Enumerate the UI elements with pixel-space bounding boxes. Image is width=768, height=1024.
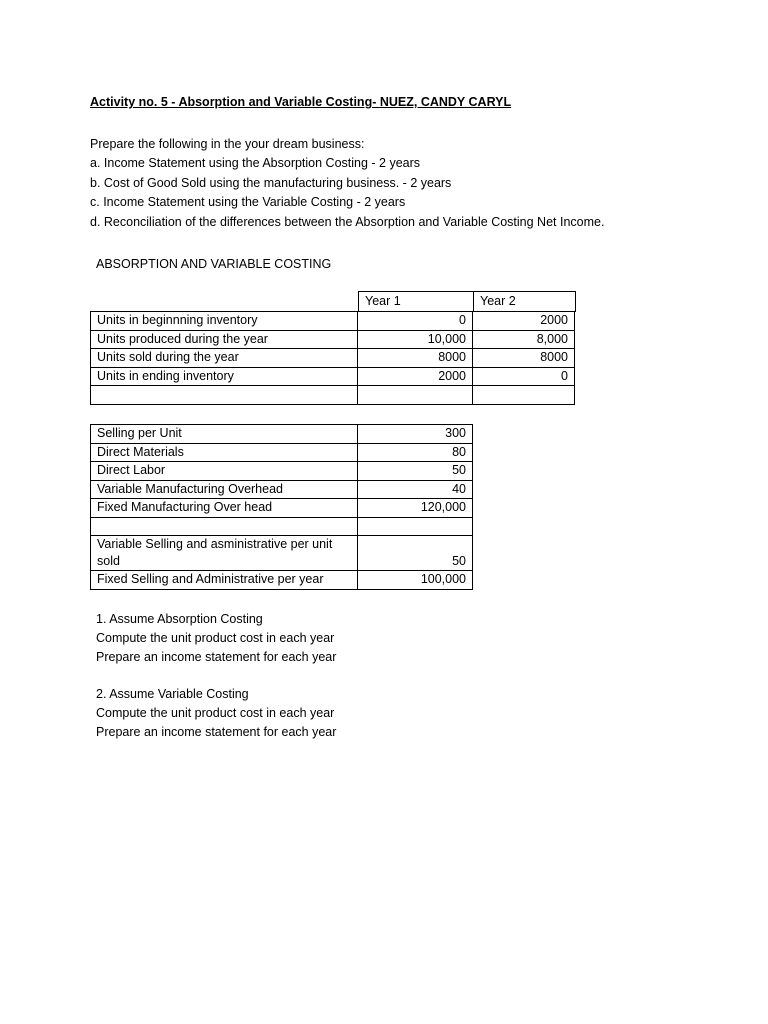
year2-value: 2000 [473, 312, 575, 331]
table-row [91, 349, 575, 368]
row-label: Direct Materials [91, 443, 358, 462]
year2-value: 8000 [473, 349, 575, 368]
year1-value: 10,000 [358, 330, 473, 349]
question-2-line: Compute the unit product cost in each year [96, 706, 335, 720]
instructions-intro: Prepare the following in the your dream business: [90, 137, 365, 151]
table-row [91, 443, 473, 462]
empty-cell [358, 517, 473, 536]
row-value: 40 [358, 480, 473, 499]
instruction-item: d. Reconciliation of the differences between the Absorption and Variable Costing Net Income. [90, 215, 605, 229]
row-label: Fixed Manufacturing Over head [91, 499, 358, 518]
row-value: 50 [358, 536, 473, 571]
row-value: 50 [358, 462, 473, 481]
row-label: Variable Manufacturing Overhead [91, 480, 358, 499]
row-value: 300 [358, 425, 473, 444]
row-label: Fixed Selling and Administrative per year [91, 571, 358, 590]
cost-table [90, 424, 473, 590]
page-title: Activity no. 5 - Absorption and Variable Costing- NUEZ, CANDY CARYL [90, 95, 512, 109]
table-row [91, 462, 473, 481]
question-2-line: Prepare an income statement for each year [96, 725, 337, 739]
row-label: Direct Labor [91, 462, 358, 481]
year1-value: 2000 [358, 367, 473, 386]
table-row [91, 536, 473, 571]
table-row [91, 571, 473, 590]
instruction-item: b. Cost of Good Sold using the manufacturing business. - 2 years [90, 176, 452, 190]
table-row-empty [91, 386, 575, 405]
section-heading: ABSORPTION AND VARIABLE COSTING [96, 257, 332, 271]
question-1-line: Prepare an income statement for each year [96, 650, 337, 664]
empty-cell [91, 386, 358, 405]
year2-value: 8,000 [473, 330, 575, 349]
table-row [91, 499, 473, 518]
question-1-heading: 1. Assume Absorption Costing [96, 612, 263, 626]
table-row [91, 367, 575, 386]
table-row [91, 480, 473, 499]
year2-value: 0 [473, 367, 575, 386]
instruction-item: c. Income Statement using the Variable Costing - 2 years [90, 195, 406, 209]
row-value: 100,000 [358, 571, 473, 590]
table-row [91, 330, 575, 349]
year1-header: Year 1 [359, 292, 474, 312]
question-2-heading: 2. Assume Variable Costing [96, 687, 249, 701]
empty-cell [91, 517, 358, 536]
question-1-line: Compute the unit product cost in each year [96, 631, 335, 645]
row-label: Units in ending inventory [91, 367, 358, 386]
year1-value: 8000 [358, 349, 473, 368]
empty-cell [473, 386, 575, 405]
table-row [91, 312, 575, 331]
units-table-header [358, 291, 576, 312]
row-label: Selling per Unit [91, 425, 358, 444]
row-label: Variable Selling and asministrative per unit sold [91, 536, 358, 571]
table-row [91, 425, 473, 444]
empty-cell [358, 386, 473, 405]
row-value: 80 [358, 443, 473, 462]
units-table [90, 311, 575, 405]
instruction-item: a. Income Statement using the Absorption Costing - 2 years [90, 156, 421, 170]
row-label: Units sold during the year [91, 349, 358, 368]
row-label: Units in beginnning inventory [91, 312, 358, 331]
year2-header: Year 2 [474, 292, 576, 312]
year1-value: 0 [358, 312, 473, 331]
row-value: 120,000 [358, 499, 473, 518]
table-row-empty [91, 517, 473, 536]
row-label: Units produced during the year [91, 330, 358, 349]
